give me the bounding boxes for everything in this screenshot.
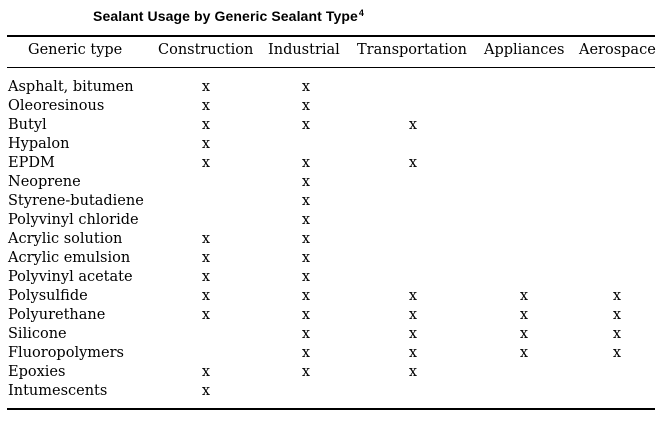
usage-mark-transportation: x (408, 345, 418, 361)
header-appliances: Appliances (484, 42, 565, 58)
usage-mark-appliances: x (519, 307, 529, 323)
table-row (0, 288, 665, 307)
table-row (0, 155, 665, 174)
generic-type-cell: Fluoropolymers (8, 345, 124, 361)
table-row (0, 174, 665, 193)
usage-mark-industrial: x (301, 174, 311, 190)
generic-type-cell: Acrylic solution (8, 231, 123, 247)
table-row (0, 98, 665, 117)
generic-type-cell: Styrene-butadiene (8, 193, 144, 209)
usage-mark-appliances: x (519, 288, 529, 304)
bottom-rule (7, 408, 655, 410)
generic-type-cell: Polyvinyl chloride (8, 212, 139, 228)
usage-mark-industrial: x (301, 288, 311, 304)
usage-mark-transportation: x (408, 155, 418, 171)
usage-mark-construction: x (201, 155, 211, 171)
usage-mark-aerospace: x (612, 345, 622, 361)
usage-mark-appliances: x (519, 345, 529, 361)
generic-type-cell: Epoxies (8, 364, 66, 380)
generic-type-cell: Intumescents (8, 383, 108, 399)
top-rule (7, 35, 655, 37)
usage-mark-transportation: x (408, 117, 418, 133)
usage-mark-aerospace: x (612, 326, 622, 342)
footnote-ref: 4 (358, 8, 364, 18)
generic-type-cell: Silicone (8, 326, 67, 342)
usage-mark-industrial: x (301, 231, 311, 247)
table-row (0, 117, 665, 136)
generic-type-cell: Butyl (8, 117, 47, 133)
usage-mark-construction: x (201, 136, 211, 152)
generic-type-cell: Asphalt, bitumen (8, 79, 134, 95)
header-aerospace: Aerospace (579, 42, 656, 58)
usage-mark-industrial: x (301, 307, 311, 323)
table-row (0, 250, 665, 269)
usage-mark-construction: x (201, 250, 211, 266)
generic-type-cell: Polyurethane (8, 307, 106, 323)
usage-mark-construction: x (201, 383, 211, 399)
usage-mark-industrial: x (301, 155, 311, 171)
header-transportation: Transportation (357, 42, 467, 58)
usage-mark-transportation: x (408, 307, 418, 323)
header-generic-type: Generic type (28, 42, 123, 58)
header-construction: Construction (158, 42, 254, 58)
usage-mark-industrial: x (301, 212, 311, 228)
table-row (0, 345, 665, 364)
header-rule (7, 67, 655, 68)
usage-mark-transportation: x (408, 364, 418, 380)
table-row (0, 326, 665, 345)
header-industrial: Industrial (268, 42, 340, 58)
table-title (93, 8, 364, 24)
usage-mark-industrial: x (301, 193, 311, 209)
table-row (0, 269, 665, 288)
usage-mark-construction: x (201, 79, 211, 95)
generic-type-cell: Oleoresinous (8, 98, 105, 114)
table-title-text: Sealant Usage by Generic Sealant Type (93, 8, 358, 24)
usage-mark-industrial: x (301, 98, 311, 114)
usage-mark-construction: x (201, 288, 211, 304)
generic-type-cell: Polysulfide (8, 288, 88, 304)
usage-mark-transportation: x (408, 288, 418, 304)
usage-mark-industrial: x (301, 117, 311, 133)
usage-mark-appliances: x (519, 326, 529, 342)
usage-mark-construction: x (201, 231, 211, 247)
generic-type-cell: Hypalon (8, 136, 70, 152)
usage-mark-industrial: x (301, 345, 311, 361)
usage-mark-aerospace: x (612, 288, 622, 304)
usage-mark-industrial: x (301, 364, 311, 380)
usage-mark-industrial: x (301, 269, 311, 285)
table-row (0, 231, 665, 250)
generic-type-cell: Neoprene (8, 174, 81, 190)
table-row (0, 364, 665, 383)
usage-mark-construction: x (201, 364, 211, 380)
usage-mark-transportation: x (408, 326, 418, 342)
generic-type-cell: Acrylic emulsion (8, 250, 131, 266)
usage-mark-construction: x (201, 98, 211, 114)
generic-type-cell: Polyvinyl acetate (8, 269, 133, 285)
table-row (0, 212, 665, 231)
usage-mark-construction: x (201, 307, 211, 323)
usage-mark-industrial: x (301, 79, 311, 95)
table-row (0, 193, 665, 212)
table-row (0, 383, 665, 402)
table-row (0, 79, 665, 98)
table-row (0, 136, 665, 155)
generic-type-cell: EPDM (8, 155, 55, 171)
usage-mark-industrial: x (301, 326, 311, 342)
usage-mark-aerospace: x (612, 307, 622, 323)
usage-mark-construction: x (201, 269, 211, 285)
table-row (0, 307, 665, 326)
usage-mark-construction: x (201, 117, 211, 133)
usage-mark-industrial: x (301, 250, 311, 266)
table-body (0, 79, 665, 402)
